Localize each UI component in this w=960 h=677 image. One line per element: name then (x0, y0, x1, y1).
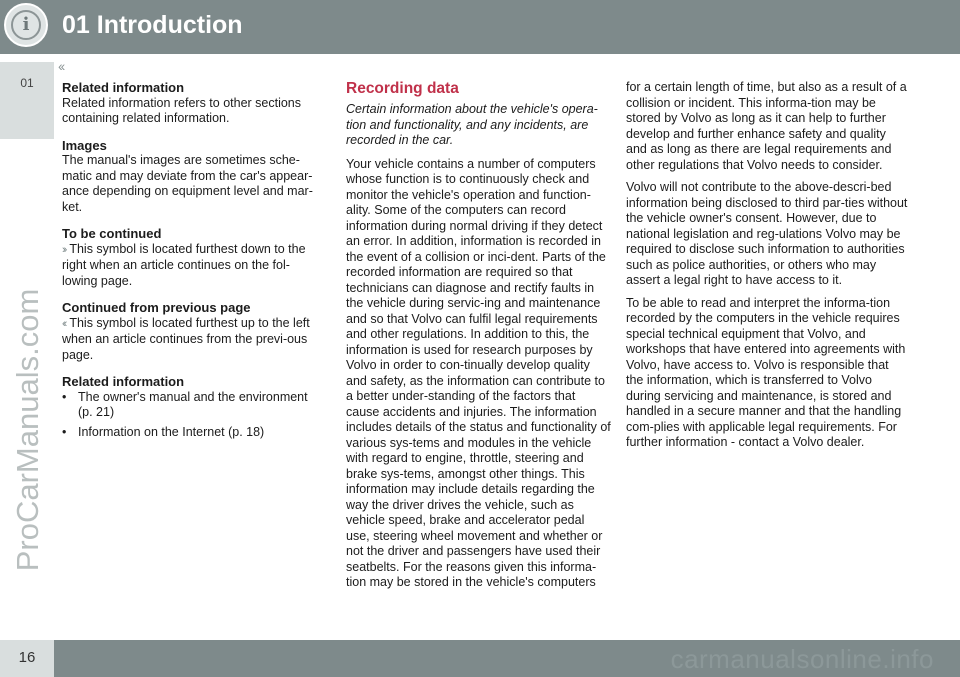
related-info-heading-2: Related information (62, 374, 185, 389)
related-info-heading: Related information (62, 80, 185, 95)
bullet: • (62, 424, 67, 439)
section-intro: Certain information about the vehicle's opera-tion and functionality, and any incidents, are recorded in the car. (346, 102, 598, 147)
recording-data-paragraph-2: Volvo will not contribute to the above-descri-bed information being disclosed to third par-ties without the vehicle owner's consent. However, due to national legislation and reg-ulations Volvo may be required to disclose such information to authorities such as police authorities, or others who may assert a legal right to have access to it. (626, 180, 908, 287)
chapter-tab (0, 62, 54, 139)
to-be-continued-text: This symbol is located furthest down to the right when an article continues on the fol-lowing page. (62, 241, 306, 288)
header-bar (0, 0, 960, 54)
page-number: 16 (18, 649, 36, 666)
list-item-text: Information on the Internet (p. 18) (78, 424, 265, 439)
side-watermark: ProCarManuals.com (10, 288, 45, 572)
images-heading: Images (62, 137, 107, 153)
chapter-number: 01 (20, 76, 34, 90)
related-link-owners-manual[interactable] (62, 390, 324, 421)
continued-from-previous-icon: ‹‹ (58, 58, 64, 74)
images-text: The manual's images are sometimes sche-matic and may deviate from the car's appear-ance depending on equipment level and mar-ket. (62, 153, 313, 214)
bottom-watermark: carmanualsonline.info (670, 644, 934, 674)
list-item-text: The owner's manual and the environment (p. 21) (78, 389, 308, 419)
previous-arrow-icon: ‹‹ (62, 317, 66, 330)
column-2 (346, 80, 611, 591)
section-title-recording-data: Recording data (346, 80, 459, 97)
recording-data-body: Your vehicle contains a number of computers whose function is to continuously check and monitor the vehicle's operation and function-ality. Some of the computers can record information during normal driving if they detect an error. In addition, information is recorded in the event of a collision or inci-dent. Parts of the recorded information are required so that technicians can diagnose and rectify faults in the vehicle during servic-ing and maintenance and so that Volvo can fulfil legal requirements and other regulations. In addition to this, the information is used for research purposes by Volvo in order to con-tinually develop quality and safety, as the information can contribute to a better under-standing of the factors that cause accidents and injuries. The information includes details of the status and functionality of various sys-tems and modules in the vehicle with regard to engine, throttle, steering and brake sys-tems, amongst other things. This information may include details regarding the way the driver drives the vehicle, such as vehicle speed, brake and accelerator pedal use, steering wheel movement and whether or not the driver and passengers have used their seatbelts. For the reasons given this informa-tion may be stored in the vehicle's computers (346, 156, 611, 589)
related-info-list (62, 390, 324, 441)
to-be-continued-heading: To be continued (62, 226, 162, 241)
recording-data-paragraph-3: To be able to read and interpret the informa-tion recorded by the computers in the vehicle requires special technical equipment that Volvo, and workshops that have entered into agreements with Volvo, have access to. Volvo is responsible that the information, which is transferred to Volvo during servicing and maintenance, is stored and handled in a secure manner and that the handling com-plies with applicable legal requirements. For further information - contact a Volvo dealer. (626, 295, 906, 449)
footer-bar (0, 640, 960, 677)
info-icon: i (4, 3, 48, 47)
related-link-internet[interactable] (62, 425, 324, 441)
continues-arrow-icon: ›› (62, 243, 66, 256)
continued-previous-text: This symbol is located furthest up to the left when an article continues from the previ-ous page. (62, 315, 310, 362)
column-1 (62, 80, 324, 451)
related-info-text: Related information refers to other sections containing related information. (62, 95, 302, 125)
continued-previous-heading: Continued from previous page (62, 300, 251, 315)
bullet: • (62, 389, 67, 404)
continued-previous-paragraph (62, 316, 324, 364)
to-be-continued-paragraph (62, 242, 324, 290)
page-title: 01 Introduction (62, 11, 243, 39)
footer-page-tab (0, 640, 54, 677)
column-3 (626, 80, 908, 458)
recording-data-paragraph-1: for a certain length of time, but also as a result of a collision or incident. This informa-tion may be stored by Volvo as long as it can help to further develop and further enhance safety and quality and as long as there are legal requirements and other regulations that Volvo needs to consider. (626, 80, 907, 172)
